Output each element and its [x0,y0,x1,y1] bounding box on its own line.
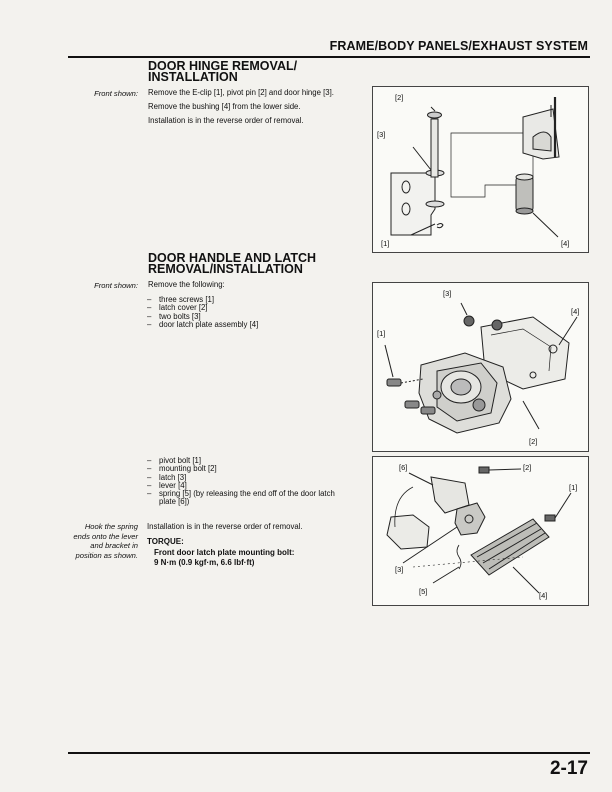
hinge-step-1: Remove the E-clip [1], pivot pin [2] and door hinge [3]. [148,88,334,97]
spring-side-note: Hook the spring ends onto the lever and bracket in position as shown. [73,522,138,560]
latch-title-line1: DOOR HANDLE AND LATCH [148,251,317,265]
latch-callout-2: [2] [529,437,538,446]
list-item: – mounting bolt [2] [147,465,335,473]
latch-remove-list [147,296,258,329]
hinge-title-line1: DOOR HINGE REMOVAL/ [148,59,298,73]
list-item: – door latch plate assembly [4] [147,321,258,329]
torque-spec-name: Front door latch plate mounting bolt: [154,548,295,557]
latch-callout-3: [3] [443,289,452,298]
plate-callout-1: [1] [569,483,578,492]
list-item: plate [6]) [159,497,190,507]
list-item: – latch cover [2] [147,304,258,312]
section-header: FRAME/BODY PANELS/EXHAUST SYSTEM [329,39,588,53]
latch-illustration [373,283,588,451]
hinge-figure [372,86,589,253]
latch-disassembly-list [147,457,335,507]
list-item: – spring [5] (by releasing the end off of the door latch [147,490,335,498]
footer-rule [68,752,590,754]
hinge-callout-3: [3] [377,130,386,139]
plate-callout-3: [3] [395,565,404,574]
plate-callout-4: [4] [539,591,548,600]
latch-plate-illustration [373,457,588,605]
hinge-side-note: Front shown: [94,89,138,98]
latch-callout-1: [1] [377,329,386,338]
hinge-step-2: Remove the bushing [4] from the lower side. [148,102,301,111]
latch-title-line2: REMOVAL/INSTALLATION [148,262,303,276]
latch-intro: Remove the following: [148,280,225,289]
plate-callout-5: [5] [419,587,428,596]
list-item: – three screws [1] [147,296,258,304]
list-item: – pivot bolt [1] [147,457,335,465]
latch-side-note: Front shown: [94,281,138,290]
list-item: – two bolts [3] [147,313,258,321]
latch-plate-figure [372,456,589,606]
hinge-callout-4: [4] [561,239,570,248]
plate-callout-6: [6] [399,463,408,472]
hinge-illustration [373,87,588,252]
hinge-callout-2: [2] [395,93,404,102]
plate-callout-2: [2] [523,463,532,472]
torque-label: TORQUE: [147,537,184,546]
page-number: 2-17 [549,758,588,779]
hinge-title-line2: INSTALLATION [148,70,238,84]
list-item: – latch [3] [147,474,335,482]
torque-spec-value: 9 N·m (0.9 kgf·m, 6.6 lbf·ft) [154,558,255,567]
list-item: – lever [4] [147,482,335,490]
hinge-step-3: Installation is in the reverse order of removal. [148,116,304,125]
latch-figure [372,282,589,452]
latch-reverse-note: Installation is in the reverse order of removal. [147,522,303,531]
latch-callout-4: [4] [571,307,580,316]
hinge-callout-1: [1] [381,239,390,248]
header-rule [68,56,590,58]
